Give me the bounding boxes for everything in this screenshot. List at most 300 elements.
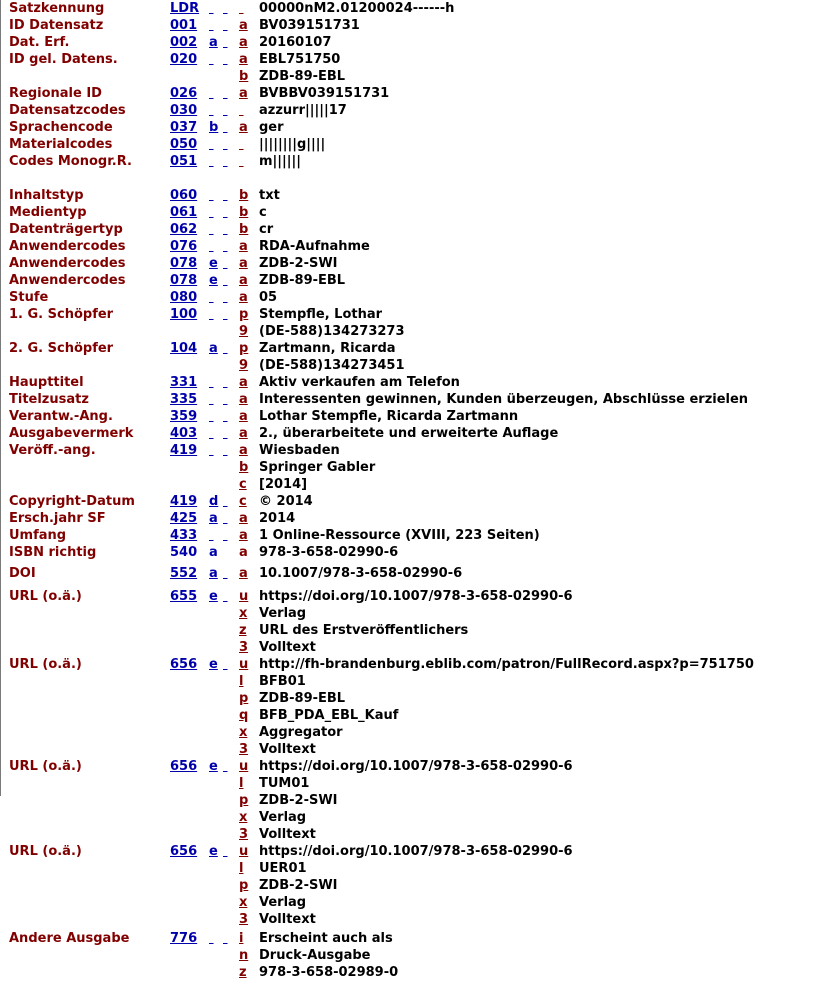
field-value: Interessenten gewinnen, Kunden überzeugen, Abschlüsse erzielen bbox=[259, 392, 749, 407]
field-tag-link[interactable]: 020 bbox=[170, 52, 198, 67]
indicator-2[interactable] bbox=[223, 565, 231, 582]
record-field-row bbox=[0, 947, 824, 964]
record-field-row bbox=[0, 102, 824, 119]
field-label: Anwendercodes bbox=[9, 239, 126, 254]
record-field-row bbox=[0, 860, 824, 877]
field-tag-link[interactable]: 078 bbox=[170, 273, 198, 288]
field-tag-link[interactable]: 419 bbox=[170, 443, 198, 458]
field-tag-link[interactable]: 335 bbox=[170, 392, 198, 407]
record-field-row bbox=[0, 340, 824, 357]
record-field-row bbox=[0, 0, 824, 17]
indicator-2[interactable] bbox=[223, 289, 231, 306]
subfield-code[interactable]: u bbox=[239, 844, 249, 859]
indicator-1[interactable] bbox=[209, 527, 223, 544]
field-value: c bbox=[259, 205, 267, 220]
record-field-row bbox=[0, 68, 824, 85]
indicator-1[interactable] bbox=[209, 374, 223, 391]
record-field-row bbox=[0, 964, 824, 981]
subfield-code[interactable] bbox=[239, 0, 249, 17]
record-field-row bbox=[0, 204, 824, 221]
field-value: Stempfle, Lothar bbox=[259, 307, 383, 322]
field-label: Regionale ID bbox=[9, 86, 102, 101]
subfield-code[interactable]: 3 bbox=[239, 827, 249, 842]
field-value: 1 Online-Ressource (XVIII, 223 Seiten) bbox=[259, 528, 540, 543]
field-tag-link[interactable]: 540 bbox=[170, 545, 198, 560]
record-field-row bbox=[0, 272, 824, 289]
record-field-row bbox=[0, 425, 824, 442]
subfield-code[interactable]: x bbox=[239, 606, 248, 621]
field-value: (DE-588)134273451 bbox=[259, 358, 405, 373]
indicator-1[interactable]: e bbox=[209, 256, 218, 271]
record-field-row bbox=[0, 153, 824, 170]
field-value: Verlag bbox=[259, 895, 307, 910]
subfield-code[interactable]: a bbox=[239, 256, 248, 271]
field-value: ZDB-2-SWI bbox=[259, 793, 338, 808]
field-label: Stufe bbox=[9, 290, 49, 305]
record-field-row bbox=[0, 622, 824, 639]
subfield-code[interactable]: l bbox=[239, 776, 244, 791]
subfield-code[interactable]: p bbox=[239, 691, 249, 706]
subfield-code[interactable]: p bbox=[239, 307, 249, 322]
subfield-code[interactable]: x bbox=[239, 810, 248, 825]
indicator-1[interactable]: a bbox=[209, 545, 218, 560]
field-value: Volltext bbox=[259, 640, 316, 655]
subfield-code[interactable]: b bbox=[239, 69, 249, 84]
subfield-code[interactable]: b bbox=[239, 460, 249, 475]
field-label: Sprachencode bbox=[9, 120, 113, 135]
record-field-row bbox=[0, 809, 824, 826]
field-value: Springer Gabler bbox=[259, 460, 376, 475]
field-label: URL (o.ä.) bbox=[9, 759, 82, 774]
field-value: 978-3-658-02990-6 bbox=[259, 545, 399, 560]
indicator-2[interactable] bbox=[223, 527, 231, 544]
field-tag-link[interactable]: 425 bbox=[170, 511, 198, 526]
field-value: (DE-588)134273273 bbox=[259, 324, 405, 339]
indicator-1[interactable] bbox=[209, 136, 223, 153]
subfield-code[interactable]: a bbox=[239, 409, 248, 424]
subfield-code[interactable]: 9 bbox=[239, 358, 249, 373]
field-value: TUM01 bbox=[259, 776, 310, 791]
subfield-code[interactable]: c bbox=[239, 494, 247, 509]
field-label: Umfang bbox=[9, 528, 67, 543]
record-field-row bbox=[0, 221, 824, 238]
indicator-1[interactable] bbox=[209, 221, 223, 238]
indicator-1[interactable] bbox=[209, 187, 223, 204]
indicator-2[interactable] bbox=[223, 85, 231, 102]
field-tag-link[interactable]: 403 bbox=[170, 426, 198, 441]
record-field-row bbox=[0, 187, 824, 204]
indicator-1[interactable] bbox=[209, 289, 223, 306]
field-value: ZDB-89-EBL bbox=[259, 273, 346, 288]
field-value: EBL751750 bbox=[259, 52, 341, 67]
field-value: Aggregator bbox=[259, 725, 343, 740]
field-tag-link[interactable]: 026 bbox=[170, 86, 198, 101]
subfield-code[interactable]: a bbox=[239, 290, 248, 305]
field-label: Verantw.-Ang. bbox=[9, 409, 113, 424]
field-label: Ausgabevermerk bbox=[9, 426, 134, 441]
subfield-code[interactable]: a bbox=[239, 375, 248, 390]
field-value: ZDB-89-EBL bbox=[259, 691, 346, 706]
subfield-code[interactable]: n bbox=[239, 948, 249, 963]
record-field-row bbox=[0, 357, 824, 374]
subfield-code[interactable]: b bbox=[239, 205, 249, 220]
indicator-2[interactable] bbox=[223, 408, 231, 425]
field-label: 2. G. Schöpfer bbox=[9, 341, 114, 356]
field-tag-link[interactable]: 655 bbox=[170, 589, 198, 604]
field-value: Wiesbaden bbox=[259, 443, 340, 458]
record-field-row bbox=[0, 911, 824, 928]
subfield-code[interactable]: u bbox=[239, 657, 249, 672]
indicator-2[interactable] bbox=[223, 0, 231, 17]
field-tag-link[interactable]: 062 bbox=[170, 222, 198, 237]
subfield-code[interactable]: a bbox=[239, 52, 248, 67]
indicator-1[interactable] bbox=[209, 153, 223, 170]
field-value: 10.1007/978-3-658-02990-6 bbox=[259, 566, 463, 581]
record-field-row bbox=[0, 724, 824, 741]
subfield-code[interactable]: l bbox=[239, 674, 244, 689]
indicator-1[interactable]: a bbox=[209, 341, 218, 356]
subfield-code[interactable]: z bbox=[239, 623, 247, 638]
field-value: Erscheint auch als bbox=[259, 931, 393, 946]
field-label: Haupttitel bbox=[9, 375, 84, 390]
subfield-code[interactable]: 3 bbox=[239, 742, 249, 757]
indicator-1[interactable] bbox=[209, 204, 223, 221]
field-label: DOI bbox=[9, 566, 36, 581]
record-field-row bbox=[0, 639, 824, 656]
record-field-row bbox=[0, 741, 824, 758]
field-tag-link[interactable]: 359 bbox=[170, 409, 198, 424]
subfield-code[interactable]: p bbox=[239, 793, 249, 808]
indicator-1[interactable] bbox=[209, 391, 223, 408]
field-label: Medientyp bbox=[9, 205, 87, 220]
field-label: Copyright-Datum bbox=[9, 494, 135, 509]
field-value: 20160107 bbox=[259, 35, 332, 50]
subfield-code[interactable]: p bbox=[239, 878, 249, 893]
field-tag-link[interactable]: 030 bbox=[170, 103, 198, 118]
field-value: Volltext bbox=[259, 827, 316, 842]
subfield-code[interactable]: a bbox=[239, 239, 248, 254]
indicator-1[interactable]: a bbox=[209, 511, 218, 526]
field-label: URL (o.ä.) bbox=[9, 844, 82, 859]
indicator-1[interactable]: e bbox=[209, 273, 218, 288]
indicator-2[interactable] bbox=[223, 442, 231, 459]
record-field-row bbox=[0, 707, 824, 724]
indicator-2[interactable] bbox=[223, 238, 231, 255]
indicator-2[interactable] bbox=[223, 425, 231, 442]
record-field-row bbox=[0, 17, 824, 34]
indicator-2[interactable] bbox=[223, 136, 231, 153]
field-value: BFB01 bbox=[259, 674, 306, 689]
subfield-code[interactable]: a bbox=[239, 86, 248, 101]
field-value: RDA-Aufnahme bbox=[259, 239, 370, 254]
field-value: Lothar Stempfle, Ricarda Zartmann bbox=[259, 409, 519, 424]
indicator-2[interactable] bbox=[223, 374, 231, 391]
field-value: 05 bbox=[259, 290, 278, 305]
field-value: https://doi.org/10.1007/978-3-658-02990-6 bbox=[259, 589, 573, 604]
subfield-code[interactable]: a bbox=[239, 511, 248, 526]
subfield-code[interactable]: u bbox=[239, 759, 249, 774]
field-tag-link[interactable]: 433 bbox=[170, 528, 198, 543]
indicator-1[interactable]: a bbox=[209, 566, 218, 581]
indicator-2[interactable] bbox=[223, 588, 231, 605]
record-field-row bbox=[0, 119, 824, 136]
field-value: ZDB-89-EBL bbox=[259, 69, 346, 84]
field-value: txt bbox=[259, 188, 280, 203]
record-field-row bbox=[0, 775, 824, 792]
field-tag-link[interactable]: 656 bbox=[170, 759, 198, 774]
indicator-1[interactable]: d bbox=[209, 494, 219, 509]
indicator-1[interactable]: e bbox=[209, 844, 218, 859]
record-field-row bbox=[0, 476, 824, 493]
field-value: 978-3-658-02989-0 bbox=[259, 965, 399, 980]
field-value: 2., überarbeitete und erweiterte Auflage bbox=[259, 426, 559, 441]
subfield-code[interactable]: 3 bbox=[239, 640, 249, 655]
field-label: Datenträgertyp bbox=[9, 222, 123, 237]
record-field-row bbox=[0, 588, 824, 605]
indicator-1[interactable]: e bbox=[209, 657, 218, 672]
field-value: Zartmann, Ricarda bbox=[259, 341, 396, 356]
indicator-1[interactable] bbox=[209, 102, 223, 119]
field-label: Anwendercodes bbox=[9, 273, 126, 288]
record-field-row bbox=[0, 605, 824, 622]
record-field-row bbox=[0, 238, 824, 255]
field-tag-link[interactable]: 656 bbox=[170, 844, 198, 859]
indicator-2[interactable] bbox=[223, 187, 231, 204]
field-value: ger bbox=[259, 120, 284, 135]
field-value: BV039151731 bbox=[259, 18, 360, 33]
field-tag-link[interactable]: 037 bbox=[170, 120, 198, 135]
record-field-row bbox=[0, 289, 824, 306]
field-value: ZDB-2-SWI bbox=[259, 256, 338, 271]
indicator-1[interactable] bbox=[209, 17, 223, 34]
indicator-2[interactable] bbox=[223, 391, 231, 408]
indicator-2[interactable] bbox=[223, 340, 231, 357]
field-value: BVBBV039151731 bbox=[259, 86, 390, 101]
field-tag-link[interactable]: 060 bbox=[170, 188, 198, 203]
record-field-row bbox=[0, 408, 824, 425]
field-label: Satzkennung bbox=[9, 1, 105, 16]
subfield-code[interactable]: x bbox=[239, 725, 248, 740]
indicator-1[interactable] bbox=[209, 0, 223, 17]
indicator-1[interactable] bbox=[209, 425, 223, 442]
field-value: © 2014 bbox=[259, 494, 313, 509]
record-field-row bbox=[0, 894, 824, 911]
record-field-row bbox=[0, 843, 824, 860]
subfield-code[interactable]: a bbox=[239, 545, 248, 560]
subfield-code[interactable] bbox=[239, 153, 249, 170]
indicator-1[interactable] bbox=[209, 408, 223, 425]
subfield-code[interactable]: c bbox=[239, 477, 247, 492]
indicator-1[interactable]: e bbox=[209, 759, 218, 774]
subfield-code[interactable]: a bbox=[239, 528, 248, 543]
subfield-code[interactable]: a bbox=[239, 426, 248, 441]
field-value: Druck-Ausgabe bbox=[259, 948, 371, 963]
field-label: Codes Monogr.R. bbox=[9, 154, 132, 169]
record-field-row bbox=[0, 493, 824, 510]
indicator-1[interactable] bbox=[209, 85, 223, 102]
field-label: Veröff.-ang. bbox=[9, 443, 96, 458]
field-value: 00000nM2.01200024------h bbox=[259, 1, 455, 16]
field-tag-link[interactable]: 050 bbox=[170, 137, 198, 152]
field-tag-link[interactable]: 552 bbox=[170, 566, 198, 581]
field-label: Ersch.jahr SF bbox=[9, 511, 106, 526]
subfield-code[interactable]: a bbox=[239, 273, 248, 288]
indicator-1[interactable] bbox=[209, 51, 223, 68]
record-field-row bbox=[0, 391, 824, 408]
record-field-row bbox=[0, 51, 824, 68]
field-value: https://doi.org/10.1007/978-3-658-02990-6 bbox=[259, 844, 573, 859]
indicator-2[interactable] bbox=[223, 306, 231, 323]
subfield-code[interactable]: b bbox=[239, 188, 249, 203]
indicator-2[interactable] bbox=[223, 255, 231, 272]
subfield-code[interactable]: i bbox=[239, 931, 244, 946]
field-label: Datensatzcodes bbox=[9, 103, 126, 118]
subfield-code[interactable]: a bbox=[239, 18, 248, 33]
indicator-2[interactable] bbox=[223, 493, 231, 510]
indicator-2[interactable] bbox=[223, 758, 231, 775]
field-value: cr bbox=[259, 222, 274, 237]
record-field-row bbox=[0, 690, 824, 707]
field-tag-link[interactable]: 078 bbox=[170, 256, 198, 271]
record-field-row bbox=[0, 136, 824, 153]
indicator-2[interactable] bbox=[223, 17, 231, 34]
field-label: Dat. Erf. bbox=[9, 35, 70, 50]
field-tag-link[interactable]: 104 bbox=[170, 341, 198, 356]
field-value: Aktiv verkaufen am Telefon bbox=[259, 375, 460, 390]
field-value: Verlag bbox=[259, 606, 307, 621]
field-tag-link[interactable]: 061 bbox=[170, 205, 198, 220]
record-field-row bbox=[0, 792, 824, 809]
indicator-1[interactable] bbox=[209, 306, 223, 323]
subfield-code[interactable]: z bbox=[239, 965, 247, 980]
field-value: Volltext bbox=[259, 742, 316, 757]
record-field-row bbox=[0, 85, 824, 102]
indicator-1[interactable] bbox=[209, 930, 223, 947]
field-value: Verlag bbox=[259, 810, 307, 825]
field-value: [2014] bbox=[259, 477, 308, 492]
record-field-row bbox=[0, 673, 824, 690]
field-label: Materialcodes bbox=[9, 137, 113, 152]
record-field-row bbox=[0, 544, 824, 561]
record-field-row bbox=[0, 34, 824, 51]
indicator-2[interactable] bbox=[223, 34, 231, 51]
record-field-row bbox=[0, 565, 824, 582]
subfield-code[interactable]: x bbox=[239, 895, 248, 910]
indicator-2[interactable] bbox=[223, 272, 231, 289]
field-value: ||||||||g|||| bbox=[259, 137, 326, 152]
record-field-row bbox=[0, 930, 824, 947]
field-label: ID gel. Datens. bbox=[9, 52, 118, 67]
field-label: 1. G. Schöpfer bbox=[9, 307, 114, 322]
indicator-1[interactable]: b bbox=[209, 120, 219, 135]
indicator-2[interactable] bbox=[223, 510, 231, 527]
indicator-2[interactable] bbox=[223, 544, 231, 561]
subfield-code[interactable]: a bbox=[239, 392, 248, 407]
record-field-row bbox=[0, 323, 824, 340]
field-label: Titelzusatz bbox=[9, 392, 89, 407]
indicator-2[interactable] bbox=[223, 930, 231, 947]
field-value: URL des Erstveröffentlichers bbox=[259, 623, 469, 638]
subfield-code[interactable]: a bbox=[239, 443, 248, 458]
field-tag-link[interactable]: LDR bbox=[170, 1, 200, 16]
field-tag-link[interactable]: 001 bbox=[170, 18, 198, 33]
indicator-2[interactable] bbox=[223, 102, 231, 119]
subfield-code[interactable]: a bbox=[239, 566, 248, 581]
record-field-row bbox=[0, 826, 824, 843]
subfield-code[interactable]: p bbox=[239, 341, 249, 356]
indicator-2[interactable] bbox=[223, 119, 231, 136]
field-tag-link[interactable]: 002 bbox=[170, 35, 198, 50]
field-tag-link[interactable]: 331 bbox=[170, 375, 198, 390]
indicator-1[interactable] bbox=[209, 442, 223, 459]
field-tag-link[interactable]: 776 bbox=[170, 931, 198, 946]
subfield-code[interactable]: 9 bbox=[239, 324, 249, 339]
indicator-2[interactable] bbox=[223, 153, 231, 170]
field-label: Inhaltstyp bbox=[9, 188, 84, 203]
field-tag-link[interactable]: 419 bbox=[170, 494, 198, 509]
subfield-code[interactable]: a bbox=[239, 35, 248, 50]
subfield-code[interactable]: l bbox=[239, 861, 244, 876]
field-value: Volltext bbox=[259, 912, 316, 927]
indicator-2[interactable] bbox=[223, 843, 231, 860]
indicator-1[interactable]: a bbox=[209, 35, 218, 50]
field-value: m|||||| bbox=[259, 154, 302, 169]
record-field-row bbox=[0, 656, 824, 673]
field-value: 2014 bbox=[259, 511, 296, 526]
field-tag-link[interactable]: 100 bbox=[170, 307, 198, 322]
record-field-row bbox=[0, 255, 824, 272]
indicator-2[interactable] bbox=[223, 51, 231, 68]
indicator-2[interactable] bbox=[223, 204, 231, 221]
record-field-row bbox=[0, 527, 824, 544]
field-value: azzurr|||||17 bbox=[259, 103, 347, 118]
record-field-row bbox=[0, 459, 824, 476]
indicator-2[interactable] bbox=[223, 221, 231, 238]
field-value: ZDB-2-SWI bbox=[259, 878, 338, 893]
record-field-row bbox=[0, 758, 824, 775]
field-value: BFB_PDA_EBL_Kauf bbox=[259, 708, 399, 723]
record-field-row bbox=[0, 442, 824, 459]
subfield-code[interactable]: u bbox=[239, 589, 249, 604]
field-label: URL (o.ä.) bbox=[9, 589, 82, 604]
subfield-code[interactable]: a bbox=[239, 120, 248, 135]
record-field-row bbox=[0, 510, 824, 527]
subfield-code[interactable] bbox=[239, 102, 249, 119]
field-tag-link[interactable]: 080 bbox=[170, 290, 198, 305]
record-field-row bbox=[0, 306, 824, 323]
field-label: Andere Ausgabe bbox=[9, 931, 130, 946]
indicator-1[interactable] bbox=[209, 238, 223, 255]
record-field-row bbox=[0, 877, 824, 894]
indicator-2[interactable] bbox=[223, 656, 231, 673]
field-label: Anwendercodes bbox=[9, 256, 126, 271]
field-value: http://fh-brandenburg.eblib.com/patron/FullRecord.aspx?p=751750 bbox=[259, 657, 754, 672]
field-value: https://doi.org/10.1007/978-3-658-02990-6 bbox=[259, 759, 573, 774]
field-label: URL (o.ä.) bbox=[9, 657, 82, 672]
subfield-code[interactable]: q bbox=[239, 708, 249, 723]
subfield-code[interactable]: 3 bbox=[239, 912, 249, 927]
subfield-code[interactable] bbox=[239, 136, 249, 153]
subfield-code[interactable]: b bbox=[239, 222, 249, 237]
indicator-1[interactable]: e bbox=[209, 589, 218, 604]
field-tag-link[interactable]: 051 bbox=[170, 154, 198, 169]
field-value: UER01 bbox=[259, 861, 307, 876]
field-tag-link[interactable]: 076 bbox=[170, 239, 198, 254]
field-label: ID Datensatz bbox=[9, 18, 104, 33]
record-field-row bbox=[0, 374, 824, 391]
field-label: ISBN richtig bbox=[9, 545, 97, 560]
field-tag-link[interactable]: 656 bbox=[170, 657, 198, 672]
